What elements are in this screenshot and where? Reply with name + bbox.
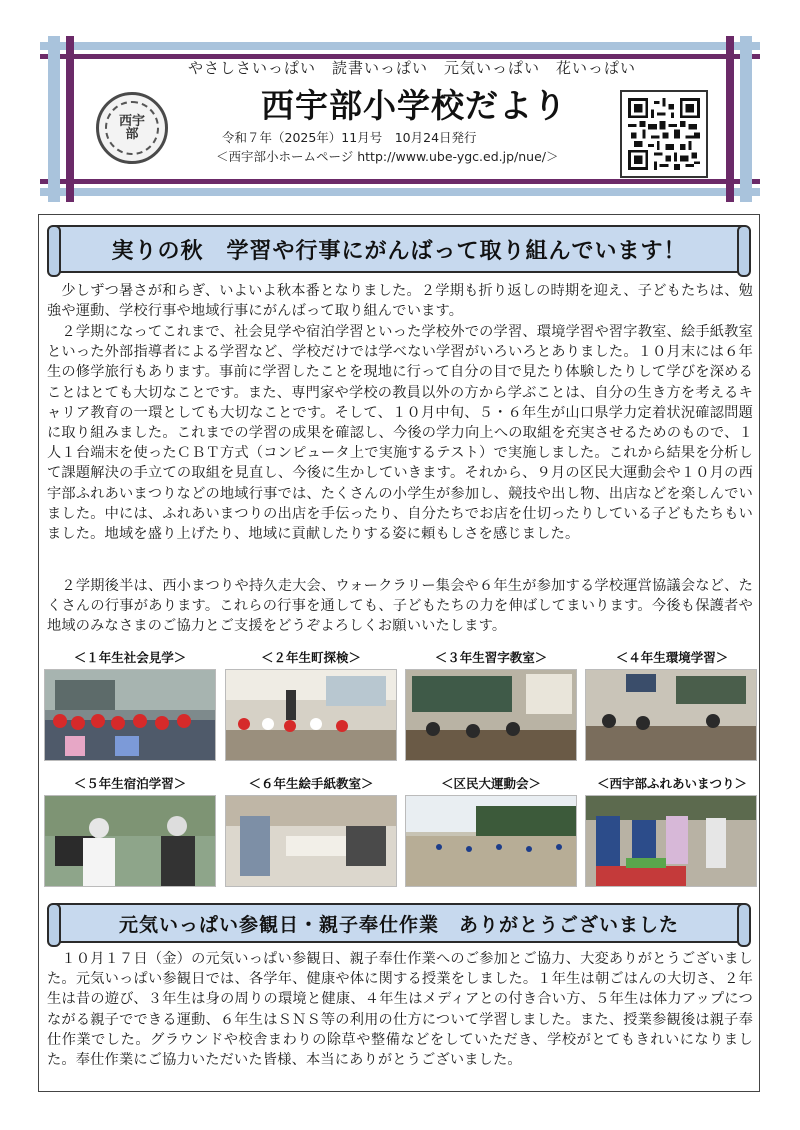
photo-caption-2: ＜２年生町探検＞: [260, 650, 361, 665]
photo-social-study: [44, 669, 216, 761]
photo-calligraphy-class: [405, 669, 577, 761]
section1-banner: [51, 225, 747, 273]
school-seal-logo: [96, 92, 168, 164]
photo-caption-5: ＜５年生宿泊学習＞: [73, 776, 187, 791]
qr-code-icon: [628, 98, 700, 170]
section2-paragraph: １０月１７日（金）の元気いっぱい参観日、親子奉仕作業へのご参加とご協力、大変ありがとうございました。元気いっぱい参観日では、各学年、健康や体に関する授業をしました。１年生は朝ごはんの大切さ、２年生は昔の遊び、３年生は身の周りの環境と健康、４年生はメディアとの付き合い方、５年生は体力アップにつながる親子でできる運動、６年生はＳＮＳ等の利用の仕方について学習しました。また、授業参観後は親子奉仕作業でした。グラウンドや校舎まわりの除草や整備などをしていただき、学校がとてもきれいになりました。奉仕作業にご協力いただいた皆様、本当にありがとうございました。: [47, 951, 753, 1069]
section2-heading: 元気いっぱい参観日・親子奉仕作業 ありがとうございました: [118, 913, 679, 936]
photo-caption-8: ＜西宇部ふれあいまつり＞: [596, 776, 747, 791]
content-frame: [38, 214, 760, 1092]
left-sky-bar: [48, 36, 60, 202]
photo-town-exploration: [225, 669, 397, 761]
photo-caption-3: ＜３年生習字教室＞: [434, 650, 548, 665]
right-sky-bar: [740, 36, 752, 202]
section1-paragraph-2: ２学期になってこれまで、社会見学や宿泊学習といった学校外での学習、環境学習や習字教室、絵手紙教室といった外部指導者による学習など、学校だけでは学べない学習がいろいろとありました。１０月末には６年生の修学旅行もあります。事前に学習したことを現地に行って自分の目で見たり体験したりして学びを深めることはとても大切なことです。また、専門家や学校の教員以外の方から学ぶことは、自分の生き方を考えるキャリア教育の一環としても大切なことです。そして、１０月中旬、５・６年生が山口県学力定着状況確認問題に取り組みました。これまでの学習の成果を確認し、今後の学力向上への取組を充実させるためのもので、１人１台端末を使ったＣＢＴ方式（コンピュータ上で実施するテスト）で実施しました。これから結果を分析して課題解決の手立ての取組を見直し、今後に生かしていきます。それから、９月の区民大運動会や１０月の西宇部ふれあいまつりなどの地域行事では、たくさんの小学生が参加し、競技や出し物、出店などを楽しんでいました。中には、ふれあいまつりの出店を手伝ったり、自分たちでお店を仕切ったりしている子どもたちもいました。地域を盛り上げたり、地域に貢献したりする姿に頼もしさを感じました。: [47, 324, 753, 543]
left-plum-bar: [66, 36, 74, 202]
photo-caption-4: ＜４年生環境学習＞: [615, 650, 729, 665]
section1-paragraph-1: 少しずつ暑さが和らぎ、いよいよ秋本番となりました。２学期も折り返しの時期を迎え、子どもたちは、勉強や運動、学校行事や地域行事にがんばって取り組んでいます。: [47, 283, 753, 320]
bottom-sky-bar: [40, 188, 760, 196]
section1-heading: 実りの秋 学習や行事にがんばって取り組んでいます！: [111, 238, 687, 264]
homepage-link[interactable]: ＜西宇部小ホームページ http://www.ube-ygc.ed.jp/nue/＞: [216, 149, 559, 164]
section1-paragraph-3: ２学期後半は、西小まつりや持久走大会、ウォークラリー集会や６年生が参加する学校運営協議会など、たくさんの行事があります。これらの行事を通しても、子どもたちの力を伸ばしてまいります。今後も保護者や地域のみなさまのご協力とご支援をどうぞよろしくお願いいたします。: [47, 578, 753, 635]
photo-overnight-study: [44, 795, 216, 887]
photo-sports-festival: [405, 795, 577, 887]
section2-banner: [51, 903, 747, 943]
qr-code[interactable]: [620, 90, 708, 178]
top-sky-bar: [40, 42, 760, 50]
photo-fureai-festival: [585, 795, 757, 887]
photo-environment-study: [585, 669, 757, 761]
photo-caption-1: ＜１年生社会見学＞: [73, 650, 187, 665]
photo-caption-7: ＜区民大運動会＞: [440, 776, 541, 791]
seal-text: 西宇部: [119, 114, 146, 142]
school-motto: やさしさいっぱい 読書いっぱい 元気いっぱい 花いっぱい: [187, 59, 636, 77]
masthead: [40, 36, 760, 202]
photo-caption-6: ＜６年生絵手紙教室＞: [248, 776, 374, 791]
newsletter-title: 西宇部小学校だより: [261, 86, 567, 125]
right-plum-bar: [726, 36, 734, 202]
photo-picture-letter-class: [225, 795, 397, 887]
issue-date: 令和７年（2025年）11月号 10月24日発行: [222, 130, 477, 145]
